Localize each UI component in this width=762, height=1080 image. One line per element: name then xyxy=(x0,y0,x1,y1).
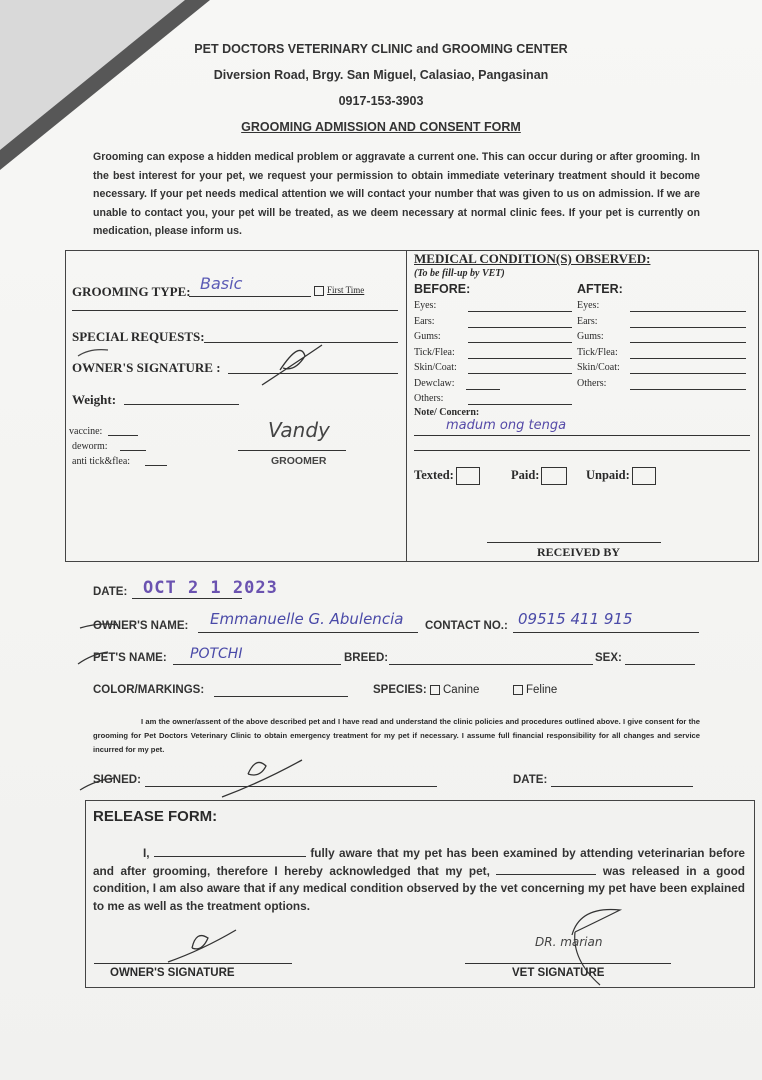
first-time-label: First Time xyxy=(327,285,365,295)
paid-field[interactable] xyxy=(511,467,567,485)
first-time-box[interactable] xyxy=(314,286,324,296)
grooming-type-line xyxy=(189,296,311,297)
date2-label: DATE: xyxy=(513,774,548,786)
special-requests-line[interactable] xyxy=(204,342,398,343)
after-label: AFTER: xyxy=(577,282,623,296)
owner-signature-label: OWNER'S SIGNATURE : xyxy=(72,360,221,375)
note-value[interactable]: madum ong tenga xyxy=(446,418,567,433)
release-pet-blank[interactable] xyxy=(496,864,596,875)
vet-sig-line[interactable] xyxy=(465,963,671,964)
before-field-label: Dewclaw: xyxy=(414,377,455,389)
feline-label: Feline xyxy=(526,684,558,696)
date2-line[interactable] xyxy=(551,786,693,787)
before-field-line[interactable] xyxy=(468,311,572,312)
texted-label: Texted: xyxy=(414,467,454,482)
release-text-1: I, xyxy=(143,846,150,860)
received-by-line[interactable] xyxy=(487,542,661,543)
after-field-line[interactable] xyxy=(630,311,746,312)
canine-option[interactable] xyxy=(430,684,479,696)
after-field-label: Tick/Flea: xyxy=(577,346,618,358)
before-label: BEFORE: xyxy=(414,282,471,296)
panel-divider xyxy=(406,250,407,561)
color-line[interactable] xyxy=(214,696,348,697)
before-field-line[interactable] xyxy=(468,342,572,343)
species-label: SPECIES: xyxy=(373,684,427,696)
before-field-label: Tick/Flea: xyxy=(414,346,455,358)
contact-label: CONTACT NO.: xyxy=(425,620,508,632)
before-field-label: Others: xyxy=(414,393,444,404)
contact-value[interactable]: 09515 411 915 xyxy=(518,610,633,628)
before-field-line[interactable] xyxy=(468,358,572,359)
grooming-divider xyxy=(72,310,398,311)
pet-name-line[interactable] xyxy=(173,664,341,665)
special-requests-label: SPECIAL REQUESTS: xyxy=(72,329,205,344)
signed-line[interactable] xyxy=(145,786,437,787)
deworm-line[interactable] xyxy=(120,450,146,451)
weight-label: Weight: xyxy=(72,392,117,407)
received-by-label: RECEIVED BY xyxy=(537,545,621,559)
medical-subtitle: (To be fill-up by VET) xyxy=(414,268,505,279)
after-field-label: Skin/Coat: xyxy=(577,362,620,373)
first-time-checkbox[interactable] xyxy=(314,285,364,296)
pet-name-label: PET'S NAME: xyxy=(93,652,167,664)
canine-checkbox[interactable] xyxy=(430,685,440,695)
vet-sig-label: VET SIGNATURE xyxy=(512,967,605,979)
vaccine-label: vaccine: xyxy=(69,426,103,437)
breed-line[interactable] xyxy=(389,664,593,665)
feline-checkbox[interactable] xyxy=(513,685,523,695)
after-field-line[interactable] xyxy=(630,327,746,328)
clinic-phone: 0917-153-3903 xyxy=(338,94,424,108)
medical-title: MEDICAL CONDITION(S) OBSERVED: xyxy=(414,251,651,266)
before-field-label: Skin/Coat: xyxy=(414,362,457,373)
note-label: Note/ Concern: xyxy=(414,407,480,418)
after-field-line[interactable] xyxy=(630,342,746,343)
deworm-label: deworm: xyxy=(72,441,108,452)
groomer-label: GROOMER xyxy=(271,455,327,467)
sex-label: SEX: xyxy=(595,652,622,664)
before-field-line[interactable] xyxy=(468,373,572,374)
vet-signature: DR. marian xyxy=(535,935,603,949)
anti-tick-label: anti tick&flea: xyxy=(72,456,131,467)
before-field-label: Eyes: xyxy=(414,300,437,311)
contact-line[interactable] xyxy=(513,632,699,633)
release-owner-blank[interactable] xyxy=(154,846,306,857)
after-field-label: Ears: xyxy=(577,315,598,327)
release-text-3: was released in a good condition, I am also aware that if any medical condition observed by the vet concerning my pet have been explained to me as well as the treatment options. xyxy=(93,863,745,913)
after-field-line[interactable] xyxy=(630,373,746,374)
release-text-2: fully aware that my pet has been examined by attending veterinarian before and after grooming, therefore I hereby acknowledged that my pet, xyxy=(93,846,745,878)
before-field-line[interactable] xyxy=(468,404,572,405)
owner-signature-line[interactable] xyxy=(228,373,398,374)
vet-signature-scribble xyxy=(0,0,1,1)
owner-name-line[interactable] xyxy=(198,632,418,633)
unpaid-field[interactable] xyxy=(586,467,656,485)
paid-box[interactable] xyxy=(541,467,567,485)
consent-paragraph: I am the owner/assent of the above described pet and I have read and understand the clinic policies and procedures outlined above. I give consent for the grooming for Pet Doctors Veterinary Clinic to obtain emergency treatment for my pet if necessary. I assume full financial responsibility for all changes and service incurred for my pet. xyxy=(93,717,700,754)
form-title: GROOMING ADMISSION AND CONSENT FORM xyxy=(241,120,521,134)
canine-label: Canine xyxy=(443,684,480,696)
after-field-label: Others: xyxy=(577,377,607,389)
sex-line[interactable] xyxy=(625,664,695,665)
unpaid-box[interactable] xyxy=(632,467,656,485)
anti-tick-line[interactable] xyxy=(145,465,167,466)
grooming-type-label: GROOMING TYPE: xyxy=(72,284,191,299)
date-stamp[interactable]: OCT 2 1 2023 xyxy=(143,578,278,598)
owner-name-label: OWNER'S NAME: xyxy=(93,620,189,632)
date-line[interactable] xyxy=(132,598,242,599)
groomer-line xyxy=(238,450,346,451)
paid-label: Paid: xyxy=(511,467,540,482)
after-field-line[interactable] xyxy=(630,389,746,390)
vaccine-line[interactable] xyxy=(108,435,138,436)
release-owner-sig-line[interactable] xyxy=(94,963,292,964)
intro-paragraph: Grooming can expose a hidden medical problem or aggravate a current one. This can occur during or after grooming. In the best interest for your pet, we request your permission to obtain immediate veterinary treatment should it become necessary. If your pet needs medical attention we will contact your number that was given to us on admission. If we are unable to contact you, your pet will be treated, as we deem necessary at normal clinic fees. If your pet is currently on medication, please inform us. xyxy=(93,151,700,237)
before-field-label: Ears: xyxy=(414,315,435,327)
color-label: COLOR/MARKINGS: xyxy=(93,684,205,696)
texted-field[interactable] xyxy=(414,467,480,485)
after-field-label: Gums: xyxy=(577,331,604,342)
clinic-address: Diversion Road, Brgy. San Miguel, Calasiao, Pangasinan xyxy=(213,68,549,82)
signed-label: SIGNED: xyxy=(93,774,141,786)
feline-option[interactable] xyxy=(513,684,557,696)
date-label: DATE: xyxy=(93,586,128,598)
after-field-line[interactable] xyxy=(630,358,746,359)
groomer-signature: Vandy xyxy=(268,418,330,442)
note-line-2 xyxy=(414,450,750,451)
before-field-label: Gums: xyxy=(414,331,441,342)
note-line-1 xyxy=(414,435,750,436)
breed-label: BREED: xyxy=(344,652,389,664)
pet-name-value[interactable]: POTCHI xyxy=(190,646,243,662)
before-field-line[interactable] xyxy=(468,327,572,328)
release-title: RELEASE FORM: xyxy=(93,808,218,825)
grooming-type-value[interactable]: Basic xyxy=(200,274,243,293)
after-field-label: Eyes: xyxy=(577,300,600,311)
clinic-name: PET DOCTORS VETERINARY CLINIC and GROOMING CENTER xyxy=(194,42,568,56)
unpaid-label: Unpaid: xyxy=(586,467,630,482)
texted-box[interactable] xyxy=(456,467,480,485)
owner-name-value[interactable]: Emmanuelle G. Abulencia xyxy=(210,610,404,628)
before-field-line[interactable] xyxy=(466,389,500,390)
release-owner-sig-label: OWNER'S SIGNATURE xyxy=(110,967,235,979)
weight-line[interactable] xyxy=(124,404,239,405)
release-paragraph xyxy=(93,845,745,915)
